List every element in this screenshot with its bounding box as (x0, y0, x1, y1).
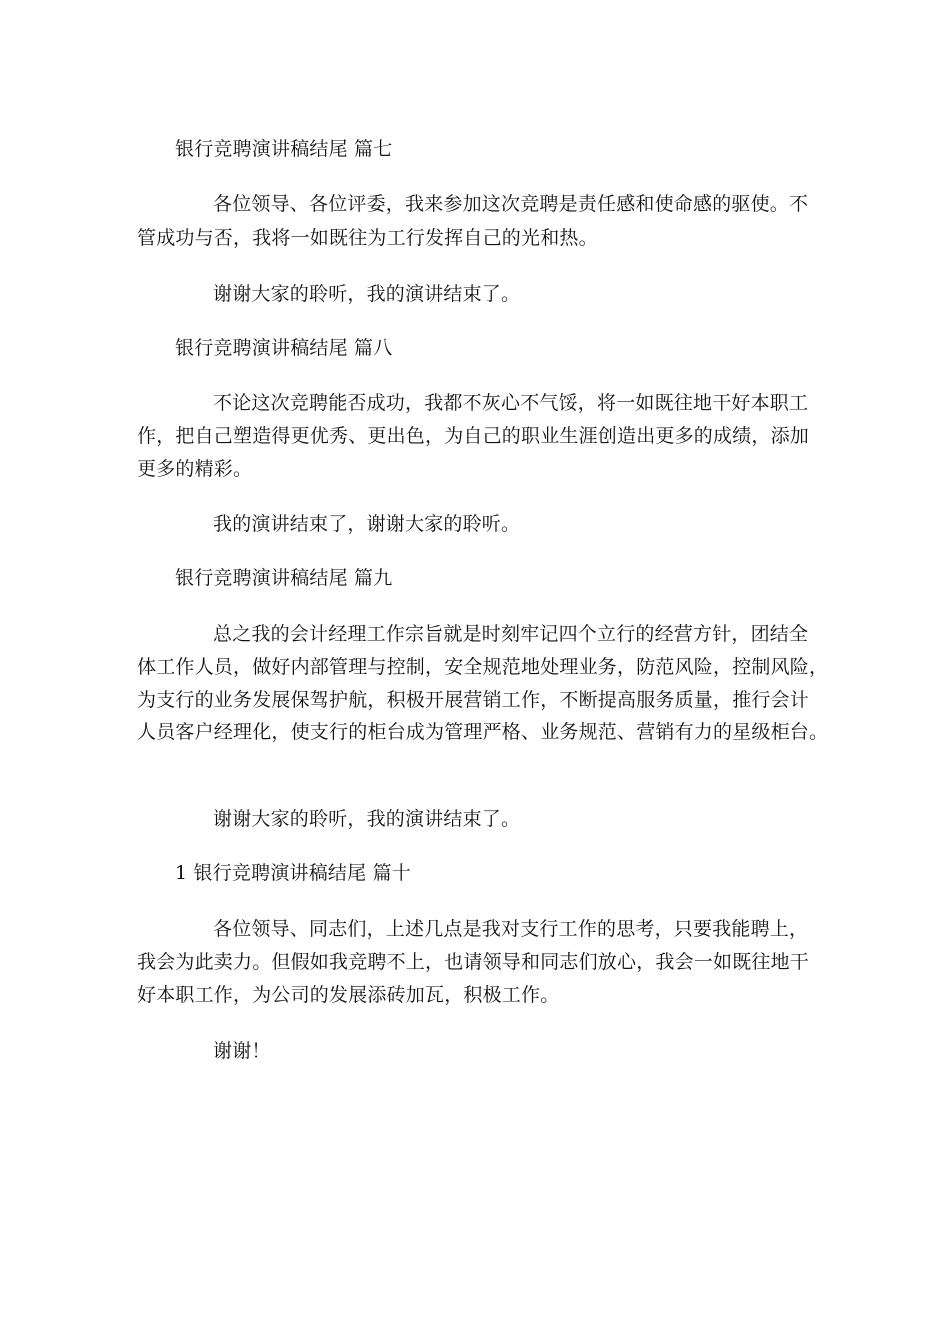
paragraph-line: 各位领导、各位评委，我来参加这次竞聘是责任感和使命感的驱使。不 (213, 193, 809, 215)
paragraph-line: 谢谢大家的聆听，我的演讲结束了。 (213, 283, 521, 305)
paragraph-line: 管成功与否，我将一如既往为工行发挥自己的光和热。 (137, 227, 598, 249)
paragraph-line: 更多的精彩。 (137, 458, 253, 480)
paragraph-line: 总之我的会计经理工作宗旨就是时刻牢记四个立行的经营方针，团结全 (213, 623, 809, 645)
paragraph-line: 作，把自己塑造得更优秀、更出色，为自己的职业生涯创造出更多的成绩，添加 (137, 425, 810, 447)
paragraph-line: 好本职工作，为公司的发展添砖加瓦，积极工作。 (137, 984, 560, 1006)
section-heading: 1 银行竞聘演讲稿结尾 篇十 (175, 862, 411, 884)
section-heading: 银行竞聘演讲稿结尾 篇九 (175, 567, 393, 589)
paragraph-line: 不论这次竞聘能否成功，我都不灰心不气馁，将一如既往地干好本职工 (213, 392, 809, 414)
paragraph-line: 为支行的业务发展保驾护航，积极开展营销工作，不断提高服务质量，推行会计 (137, 689, 810, 711)
paragraph-line: 人员客户经理化，使支行的柜台成为管理严格、业务规范、营销有力的星级柜台。 (137, 721, 829, 743)
paragraph-line: 谢谢大家的聆听，我的演讲结束了。 (213, 808, 521, 830)
paragraph-line: 我会为此卖力。但假如我竞聘不上，也请领导和同志们放心，我会一如既往地干 (137, 951, 810, 973)
section-heading: 银行竞聘演讲稿结尾 篇八 (175, 337, 393, 359)
paragraph-line: 谢谢！ (213, 1040, 271, 1062)
paragraph-line: 各位领导、同志们，上述几点是我对支行工作的思考，只要我能聘上， (213, 918, 809, 940)
paragraph-line: 我的演讲结束了，谢谢大家的聆听。 (213, 513, 521, 535)
section-heading: 银行竞聘演讲稿结尾 篇七 (175, 138, 393, 160)
paragraph-line: 体工作人员，做好内部管理与控制，安全规范地处理业务，防范风险，控制风险， (137, 656, 829, 678)
